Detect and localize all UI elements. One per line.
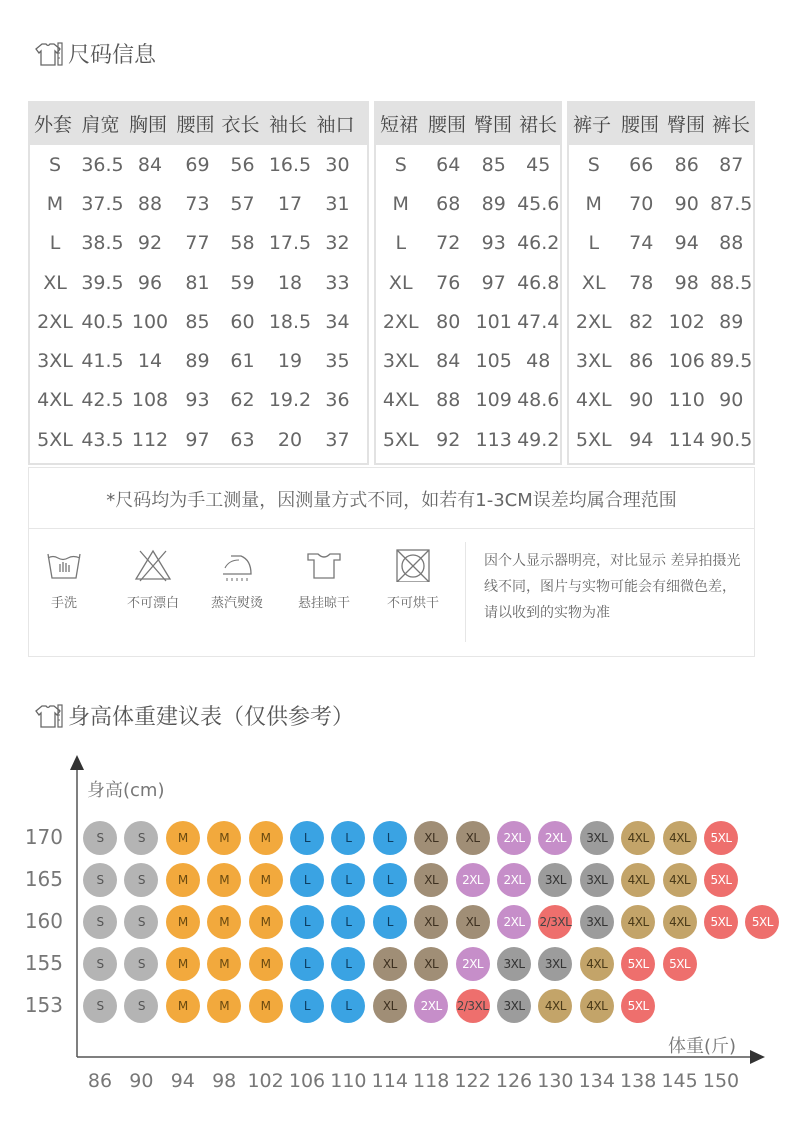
table-cell: 78 xyxy=(629,271,654,294)
x-tick-label: 126 xyxy=(495,1070,533,1092)
table-cell: 4XL xyxy=(382,389,419,412)
size-dot: L xyxy=(331,989,365,1023)
size-dot: 4XL xyxy=(663,905,697,939)
table-cell: 19 xyxy=(277,350,303,373)
table-cell: M xyxy=(46,192,64,215)
size-dot: M xyxy=(166,905,200,939)
table-cell: 89 xyxy=(481,192,506,215)
x-tick-label: 138 xyxy=(620,1070,657,1092)
column-header: 胸围 xyxy=(128,113,167,136)
size-dot: L xyxy=(290,989,324,1023)
table-cell: 89 xyxy=(185,350,210,373)
table-cell: L xyxy=(395,232,407,255)
table-cell: 37 xyxy=(325,428,350,451)
size-dot: M xyxy=(166,947,200,981)
size-dot: 4XL xyxy=(621,863,655,897)
column-header: 外套 xyxy=(33,113,72,136)
table-cell: 89 xyxy=(719,310,744,333)
column-header: 腰围 xyxy=(427,113,466,136)
size-dot: 4XL xyxy=(538,989,572,1023)
x-axis-arrow xyxy=(750,1050,765,1064)
size-dot: S xyxy=(124,863,158,897)
column-header: 裤长 xyxy=(711,113,750,136)
table-cell: 3XL xyxy=(382,350,419,373)
y-axis-arrow xyxy=(70,755,84,770)
table-cell: 16.5 xyxy=(268,153,312,176)
size-dot: S xyxy=(83,905,117,939)
size-dot: 4XL xyxy=(663,821,697,855)
table-cell: 90 xyxy=(629,389,654,412)
size-dot: M xyxy=(207,821,241,855)
size-dot: 2XL xyxy=(497,863,531,897)
table-cell: 87 xyxy=(719,153,744,176)
table-cell: 40.5 xyxy=(81,310,124,333)
table-cell: 81 xyxy=(185,271,210,294)
table-cell: 85 xyxy=(185,310,210,333)
table-cell: 93 xyxy=(185,389,210,412)
color-disclaimer: 因个人显示器明亮，对比显示 差异拍摄光线不同，图片与实物可能会有细微色差，请以收到的实物为准 xyxy=(484,553,741,621)
table-cell: 70 xyxy=(629,192,654,215)
table-cell: 3XL xyxy=(37,350,73,373)
table-cell: 76 xyxy=(436,271,461,294)
x-tick-label: 106 xyxy=(288,1070,326,1092)
table-cell: L xyxy=(588,232,600,255)
table-cell: 88 xyxy=(137,192,163,215)
table-cell: 109 xyxy=(475,389,512,412)
size-dot: 3XL xyxy=(497,989,531,1023)
column-header: 短裙 xyxy=(379,113,418,136)
table-cell: 39.5 xyxy=(81,271,124,294)
table-cell: 17.5 xyxy=(268,232,312,255)
size-dot: S xyxy=(83,863,117,897)
table-cell: 63 xyxy=(230,428,255,451)
x-tick-label: 130 xyxy=(537,1070,574,1092)
size-dot: M xyxy=(249,989,283,1023)
column-header: 臀围 xyxy=(473,113,512,136)
table-cell: 92 xyxy=(137,232,163,255)
table-cell: 36 xyxy=(325,389,350,412)
section-title-text: 身高体重建议表（仅供参考） xyxy=(68,705,355,730)
table-cell: 73 xyxy=(185,192,210,215)
table-cell: 72 xyxy=(436,232,461,255)
size-dot: M xyxy=(166,821,200,855)
care-label: 手洗 xyxy=(50,596,77,611)
care-label: 不可烘干 xyxy=(386,596,439,611)
table-cell: 90 xyxy=(719,389,744,412)
table-cell: 69 xyxy=(185,153,210,176)
table-cell: XL xyxy=(43,271,67,294)
table-cell: 19.2 xyxy=(268,389,312,412)
table-cell: 89.5 xyxy=(710,350,753,373)
size-dot: 2XL xyxy=(538,821,572,855)
y-tick-label: 160 xyxy=(24,909,63,933)
table-cell: 36.5 xyxy=(81,153,124,176)
column-header: 裙长 xyxy=(518,113,557,136)
table-cell: 4XL xyxy=(575,389,612,412)
x-tick-label: 102 xyxy=(247,1070,284,1092)
column-header: 臀围 xyxy=(666,113,705,136)
size-dot: S xyxy=(83,821,117,855)
size-dot: M xyxy=(249,947,283,981)
table-cell: 33 xyxy=(325,271,350,294)
table-cell: 57 xyxy=(230,192,255,215)
table-cell: 80 xyxy=(436,310,461,333)
size-dot: M xyxy=(207,863,241,897)
column-header: 衣长 xyxy=(221,113,260,136)
column-header: 裤子 xyxy=(572,113,611,136)
table-cell: 56 xyxy=(230,153,255,176)
table-cell: L xyxy=(49,232,61,255)
table-cell: 5XL xyxy=(382,428,419,451)
size-dot: 3XL xyxy=(497,947,531,981)
x-tick-label: 118 xyxy=(413,1070,450,1092)
size-dot: 5XL xyxy=(745,905,779,939)
column-header: 袖长 xyxy=(268,113,307,136)
measurement-note: *尺码均为手工测量，因测量方式不同，如若有1-3CM误差均属合理范围 xyxy=(106,490,677,511)
table-cell: 112 xyxy=(131,428,169,451)
table-cell: 58 xyxy=(230,232,255,255)
size-dot: S xyxy=(83,947,117,981)
size-dot: L xyxy=(331,947,365,981)
table-cell: XL xyxy=(388,271,413,294)
table-cell: 47.4 xyxy=(517,310,560,333)
table-cell: 92 xyxy=(436,428,461,451)
table-cell: 82 xyxy=(629,310,654,333)
size-dot: L xyxy=(373,821,407,855)
size-dot: L xyxy=(373,863,407,897)
table-cell: 114 xyxy=(668,428,705,451)
table-cell: 96 xyxy=(137,271,163,294)
table-cell: 101 xyxy=(475,310,512,333)
x-tick-label: 98 xyxy=(212,1070,237,1092)
size-dot: 3XL xyxy=(580,863,614,897)
size-dot: M xyxy=(207,947,241,981)
table-cell: 106 xyxy=(668,350,705,373)
y-tick-label: 153 xyxy=(24,993,63,1017)
size-dot: M xyxy=(207,905,241,939)
size-dot: M xyxy=(249,821,283,855)
table-cell: 2XL xyxy=(37,310,73,333)
size-dot: 2XL xyxy=(456,863,490,897)
table-cell: M xyxy=(392,192,409,215)
table-cell: 84 xyxy=(137,153,163,176)
table-cell: 2XL xyxy=(575,310,612,333)
table-cell: 97 xyxy=(185,428,210,451)
y-axis-label: 身高(cm) xyxy=(87,780,165,801)
size-dot: S xyxy=(124,905,158,939)
size-dot: S xyxy=(124,989,158,1023)
table-cell: 18 xyxy=(277,271,303,294)
size-dot: M xyxy=(166,989,200,1023)
table-cell: 77 xyxy=(185,232,210,255)
x-tick-label: 86 xyxy=(87,1070,113,1092)
x-tick-label: 94 xyxy=(170,1070,195,1092)
table-cell: 45 xyxy=(526,153,551,176)
table-cell: 93 xyxy=(481,232,506,255)
table-cell: 2XL xyxy=(382,310,419,333)
table-cell: 61 xyxy=(230,350,255,373)
table-cell: 46.8 xyxy=(517,271,560,294)
table-cell: 88 xyxy=(436,389,461,412)
table-cell: 45.6 xyxy=(517,192,560,215)
table-cell: 18.5 xyxy=(268,310,312,333)
table-cell: 41.5 xyxy=(81,350,124,373)
table-cell: 84 xyxy=(436,350,461,373)
section-title-text: 尺码信息 xyxy=(68,43,157,68)
table-cell: 49.2 xyxy=(517,428,560,451)
size-dot: 5XL xyxy=(621,947,655,981)
x-tick-label: 145 xyxy=(661,1070,698,1092)
x-axis-label: 体重(斤) xyxy=(668,1036,737,1057)
size-dot: XL xyxy=(456,905,490,939)
column-header: 腰围 xyxy=(620,113,659,136)
table-cell: 4XL xyxy=(37,389,73,412)
size-dot: 5XL xyxy=(704,821,738,855)
table-cell: 68 xyxy=(436,192,461,215)
table-cell: 113 xyxy=(475,428,512,451)
table-cell: 59 xyxy=(230,271,255,294)
column-header: 肩宽 xyxy=(81,113,120,136)
size-dot: M xyxy=(249,905,283,939)
table-cell: 64 xyxy=(436,153,461,176)
table-cell: 110 xyxy=(668,389,705,412)
table-cell: 37.5 xyxy=(81,192,124,215)
size-dot: 4XL xyxy=(580,947,614,981)
size-dot: L xyxy=(290,947,324,981)
table-cell: 97 xyxy=(481,271,506,294)
table-cell: 102 xyxy=(668,310,705,333)
size-dot: 5XL xyxy=(621,989,655,1023)
size-dot: 4XL xyxy=(621,821,655,855)
table-cell: 34 xyxy=(325,310,350,333)
table-cell: 5XL xyxy=(575,428,612,451)
y-tick-label: 155 xyxy=(24,951,63,975)
table-cell: 108 xyxy=(131,389,169,412)
size-dot: 2XL xyxy=(497,821,531,855)
table-cell: 94 xyxy=(674,232,699,255)
care-label: 蒸汽熨烫 xyxy=(210,596,263,611)
size-dot: L xyxy=(331,905,365,939)
size-dot: S xyxy=(83,989,117,1023)
table-cell: 48.6 xyxy=(517,389,560,412)
size-dot: XL xyxy=(414,905,448,939)
table-cell: XL xyxy=(581,271,606,294)
x-tick-label: 110 xyxy=(330,1070,367,1092)
table-cell: 86 xyxy=(629,350,654,373)
table-cell: 3XL xyxy=(575,350,612,373)
size-dot: 5XL xyxy=(704,863,738,897)
size-dot: XL xyxy=(414,863,448,897)
table-cell: 90.5 xyxy=(710,428,753,451)
size-dot: L xyxy=(331,821,365,855)
table-cell: 35 xyxy=(325,350,350,373)
size-dot: 2/3XL xyxy=(538,905,572,939)
size-dot: 3XL xyxy=(538,947,572,981)
table-cell: 62 xyxy=(230,389,255,412)
column-header: 袖口 xyxy=(316,113,355,136)
size-dot: XL xyxy=(456,821,490,855)
table-cell: 98 xyxy=(674,271,699,294)
size-dot: L xyxy=(373,905,407,939)
table-cell: 105 xyxy=(475,350,512,373)
size-dot: 3XL xyxy=(580,821,614,855)
table-cell: 20 xyxy=(277,428,303,451)
table-cell: 14 xyxy=(137,350,163,373)
size-dot: L xyxy=(290,905,324,939)
size-dot: 2XL xyxy=(414,989,448,1023)
table-cell: M xyxy=(585,192,602,215)
size-dot: XL xyxy=(373,947,407,981)
size-dot: S xyxy=(124,947,158,981)
care-label: 悬挂晾干 xyxy=(297,596,350,611)
table-cell: 42.5 xyxy=(81,389,124,412)
size-dot: 2/3XL xyxy=(456,989,490,1023)
table-cell: 86 xyxy=(674,153,699,176)
y-tick-label: 170 xyxy=(24,825,63,849)
size-dot: 2XL xyxy=(497,905,531,939)
table-cell: 30 xyxy=(325,153,350,176)
table-cell: 85 xyxy=(481,153,506,176)
table-cell: 43.5 xyxy=(81,428,124,451)
size-dot: 3XL xyxy=(538,863,572,897)
table-cell: 90 xyxy=(674,192,699,215)
size-dot: S xyxy=(124,821,158,855)
table-cell: 100 xyxy=(131,310,169,333)
x-tick-label: 90 xyxy=(129,1070,154,1092)
table-cell: 88.5 xyxy=(710,271,753,294)
y-tick-label: 165 xyxy=(24,867,63,891)
table-cell: 74 xyxy=(629,232,654,255)
table-cell: 46.2 xyxy=(517,232,560,255)
table-cell: 87.5 xyxy=(710,192,753,215)
size-dot: 2XL xyxy=(456,947,490,981)
size-dot: XL xyxy=(373,989,407,1023)
size-dot: 5XL xyxy=(704,905,738,939)
size-dot: L xyxy=(290,821,324,855)
table-cell: S xyxy=(48,153,62,176)
x-tick-label: 134 xyxy=(578,1070,615,1092)
size-dot: M xyxy=(166,863,200,897)
column-header: 腰围 xyxy=(176,113,215,136)
size-dot: 4XL xyxy=(580,989,614,1023)
x-tick-label: 122 xyxy=(454,1070,491,1092)
size-dot: 4XL xyxy=(621,905,655,939)
size-dot: L xyxy=(331,863,365,897)
size-dot: XL xyxy=(414,821,448,855)
table-cell: S xyxy=(587,153,600,176)
table-cell: 94 xyxy=(629,428,654,451)
table-cell: 17 xyxy=(277,192,303,215)
table-cell: 66 xyxy=(629,153,654,176)
size-dot: XL xyxy=(414,947,448,981)
table-cell: 31 xyxy=(325,192,350,215)
x-tick-label: 114 xyxy=(371,1070,408,1092)
table-cell: 38.5 xyxy=(81,232,124,255)
size-dot: L xyxy=(290,863,324,897)
care-label: 不可漂白 xyxy=(126,596,179,611)
table-cell: 48 xyxy=(526,350,551,373)
table-cell: 5XL xyxy=(37,428,73,451)
table-cell: 88 xyxy=(719,232,744,255)
x-tick-label: 150 xyxy=(702,1070,740,1092)
size-dot: 5XL xyxy=(663,947,697,981)
table-cell: 32 xyxy=(325,232,350,255)
size-dot: 3XL xyxy=(580,905,614,939)
size-dot: 4XL xyxy=(663,863,697,897)
table-cell: 60 xyxy=(230,310,255,333)
table-cell: S xyxy=(394,153,407,176)
size-dot: M xyxy=(249,863,283,897)
size-dot: M xyxy=(207,989,241,1023)
